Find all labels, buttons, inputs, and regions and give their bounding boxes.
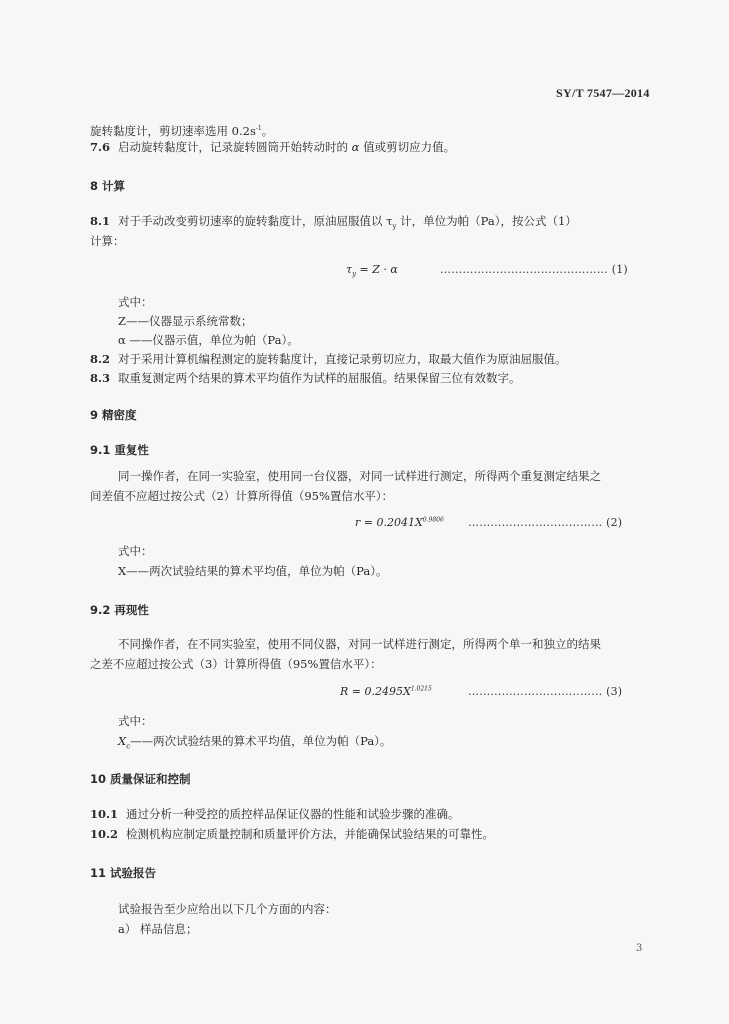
formula-3-number: ……………………………… (3) xyxy=(468,685,623,698)
clause-7-6: 7.6 启动旋转黏度计，记录旋转圆筒开始转动时的 α 值或剪切应力值。 xyxy=(90,140,456,154)
formula-2: $r = 0.2041X^{0.9806}$ xyxy=(355,516,444,529)
variable-definition-xc: $X_c——$两次试验结果的算术平均值，单位为帕（Pa）。 xyxy=(118,734,392,751)
paragraph-line: 之差不应超过按公式（3）计算所得值（95%置信水平）： xyxy=(90,657,382,671)
clause-10-2: 10.2 检测机构应制定质量控制和质量评价方法，并能确保试验结果的可靠性。 xyxy=(90,827,495,841)
section-9-1-heading: 9.1 重复性 xyxy=(90,443,149,457)
section-9-2-heading: 9.2 再现性 xyxy=(90,603,149,617)
formula-2-number: ……………………………… (2) xyxy=(468,516,623,529)
paragraph-line: 旋转黏度计，剪切速率选用 $0.2s^{-1}$。 xyxy=(90,123,274,138)
clause-8-2: 8.2 对于采用计算机编程测定的旋转黏度计，直接记录剪切应力，取最大值作为原油屈服值。 xyxy=(90,352,567,366)
clause-10-1: 10.1 通过分析一种受控的质控样品保证仪器的性能和试验步骤的准确。 xyxy=(90,807,460,821)
paragraph-line: 试验报告至少应给出以下几个方面的内容： xyxy=(118,902,337,916)
where-label: 式中： xyxy=(118,714,153,728)
variable-definition-z: Z——仪器显示系统常数； xyxy=(118,314,253,328)
section-11-heading: 11 试验报告 xyxy=(90,866,157,880)
formula-1-number: ……………………………………… (1) xyxy=(440,263,628,276)
standard-number: SY/T 7547—2014 xyxy=(556,86,650,100)
variable-definition-x: X——两次试验结果的算术平均值，单位为帕（Pa）。 xyxy=(118,564,388,578)
paragraph-line: 同一操作者，在同一实验室，使用同一台仪器，对同一试样进行测定，所得两个重复测定结果之 xyxy=(118,469,601,483)
section-8-heading: 8 计算 xyxy=(90,179,126,193)
paragraph-line: 不同操作者，在不同实验室，使用不同仪器，对同一试样进行测定，所得两个单一和独立的结果 xyxy=(118,637,601,651)
where-label: 式中： xyxy=(118,295,153,309)
paragraph-line: 间差值不应超过按公式（2）计算所得值（95%置信水平）： xyxy=(90,489,394,503)
clause-8-1-continued: 计算： xyxy=(90,234,125,248)
where-label: 式中： xyxy=(118,544,153,558)
section-10-heading: 10 质量保证和控制 xyxy=(90,772,191,786)
list-item-a: a） 样品信息； xyxy=(118,922,198,936)
variable-definition-alpha: α ——仪器示值，单位为帕（Pa）。 xyxy=(118,333,299,347)
formula-1: $\tau_y = Z \cdot \alpha$ xyxy=(346,263,398,279)
page-number: 3 xyxy=(636,943,643,954)
formula-3: $R = 0.2495X^{1.0215}$ xyxy=(340,685,432,698)
section-9-heading: 9 精密度 xyxy=(90,408,137,422)
clause-8-1: 8.1 对于手动改变剪切速率的旋转黏度计，原油屈服值以 $\tau_y$ 计，单位为帕（Pa），按公式（1） xyxy=(90,214,577,231)
clause-8-3: 8.3 取重复测定两个结果的算术平均值作为试样的屈服值。结果保留三位有效数字。 xyxy=(90,371,521,385)
